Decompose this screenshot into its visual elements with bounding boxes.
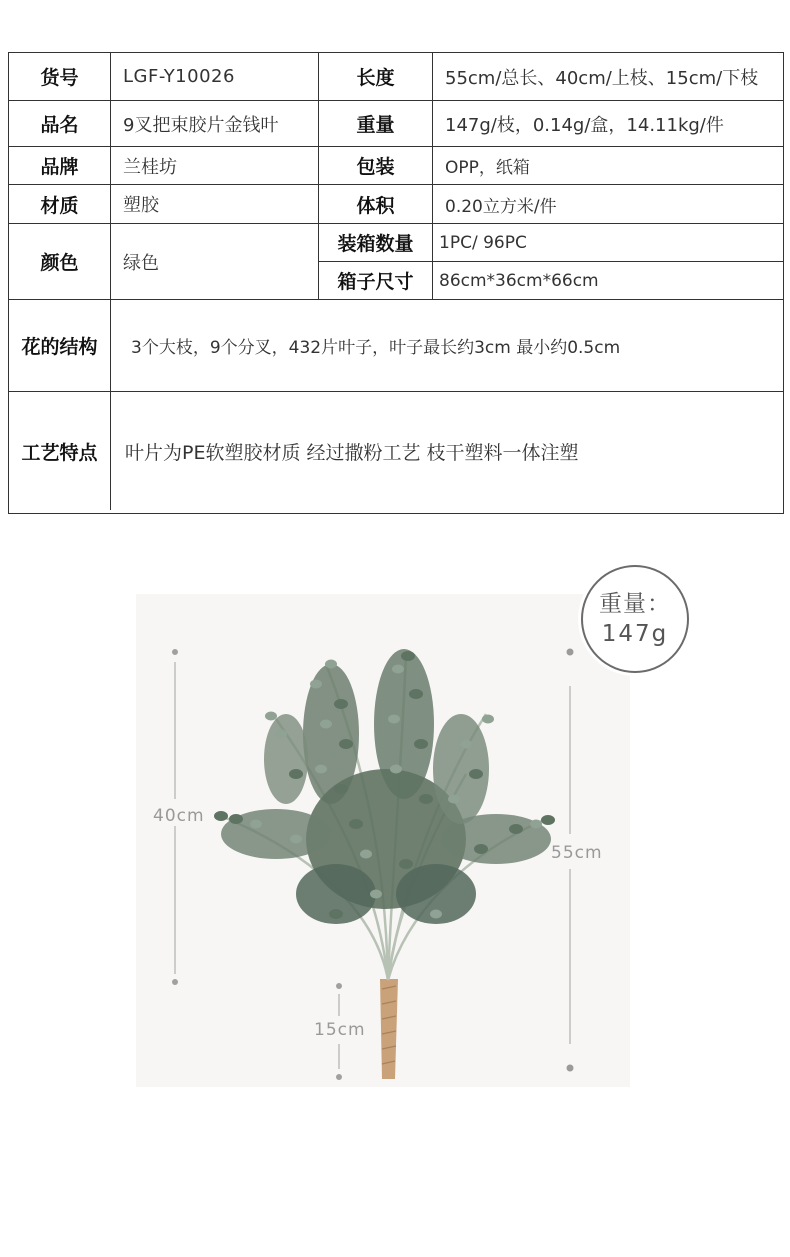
weight-value: 147g/枝，0.14g/盒，14.11kg/件 bbox=[433, 101, 783, 147]
lower-length-label: 15cm bbox=[314, 1020, 366, 1040]
color-label: 颜色 bbox=[9, 224, 111, 300]
box-value: 86cm*36cm*66cm bbox=[433, 262, 783, 300]
craft-label: 工艺特点 bbox=[9, 392, 111, 510]
qty-label: 装箱数量 bbox=[319, 224, 433, 262]
structure-label: 花的结构 bbox=[9, 300, 111, 392]
name-value: 9叉把束胶片金钱叶 bbox=[111, 101, 319, 147]
length-label: 长度 bbox=[319, 53, 433, 101]
box-label: 箱子尺寸 bbox=[319, 262, 433, 300]
craft-value: 叶片为PE软塑胶材质 经过撒粉工艺 枝干塑料一体注塑 bbox=[125, 441, 579, 464]
item-no-value: LGF-Y10026 bbox=[111, 53, 319, 101]
brand-value: 兰桂坊 bbox=[111, 147, 319, 185]
weight-label: 重量 bbox=[319, 101, 433, 147]
color-value: 绿色 bbox=[111, 224, 319, 300]
structure-value: 3个大枝，9个分叉，432片叶子，叶子最长约3cm 最小约0.5cm bbox=[111, 300, 783, 392]
volume-value: 0.20立方米/件 bbox=[433, 185, 783, 224]
eucalyptus-bouquet-illustration bbox=[136, 594, 630, 1087]
item-no-label: 货号 bbox=[9, 53, 111, 101]
spec-table bbox=[8, 52, 784, 514]
name-label: 品名 bbox=[9, 101, 111, 147]
material-label: 材质 bbox=[9, 185, 111, 224]
packing-value: OPP，纸箱 bbox=[433, 147, 783, 185]
product-photo bbox=[136, 594, 630, 1087]
upper-length-label: 40cm bbox=[153, 806, 205, 826]
volume-label: 体积 bbox=[319, 185, 433, 224]
qty-value: 1PC/ 96PC bbox=[433, 224, 783, 262]
total-length-label: 55cm bbox=[551, 843, 603, 863]
weight-badge bbox=[581, 565, 689, 673]
packing-label: 包装 bbox=[319, 147, 433, 185]
badge-value: 147g bbox=[601, 621, 669, 647]
foliage bbox=[221, 649, 551, 924]
material-value: 塑胶 bbox=[111, 185, 319, 224]
length-value: 55cm/总长、40cm/上枝、15cm/下枝 bbox=[433, 53, 783, 101]
brand-label: 品牌 bbox=[9, 147, 111, 185]
badge-title: 重量： bbox=[599, 591, 671, 617]
